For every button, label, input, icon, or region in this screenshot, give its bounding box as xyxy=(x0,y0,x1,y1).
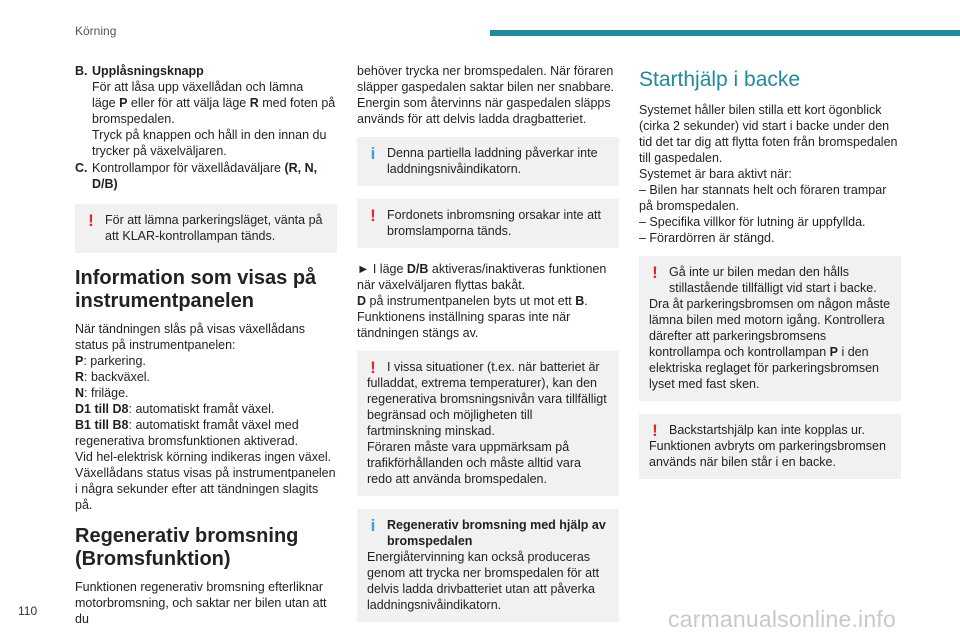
paragraph: Systemet är bara aktivt när: xyxy=(639,167,792,181)
condition-item: – Förardörren är stängd. xyxy=(639,231,775,245)
heading-instrument-panel: Information som visas på instrumentpanelen xyxy=(75,267,317,312)
paragraph: Funktionen regenerativ bromsning efterliknar motorbromsning, och saktar ner bilen utan att du xyxy=(75,580,327,626)
status-d1-d8: D1 till D8: automatiskt framåt växel. xyxy=(75,402,275,416)
list-value: Kontrollampor för växellådaväljare (R, N, D/B) xyxy=(92,161,318,191)
column-1 xyxy=(75,63,337,635)
column-2 xyxy=(357,63,619,635)
text-line: Tryck på knappen och håll in den innan du xyxy=(92,128,327,142)
paragraph: behöver trycka ner bromspedalen. När föraren släpper gaspedalen saktar bilen ner snabbare. Energin som återvinns när gaspedalen släpps används för att delvis ladda dragbatteriet. xyxy=(357,64,615,126)
warning-icon: ! xyxy=(652,421,658,440)
paragraph: ► I läge D/B aktiveras/inaktiveras funktionen när växelväljaren flyttas bakåt. xyxy=(357,262,607,292)
status-p: P: parkering. xyxy=(75,354,146,368)
heading-hill-start-assist: Starthjälp i backe xyxy=(639,68,801,91)
condition-list xyxy=(639,182,901,246)
text-line: läge P eller för att välja läge R med foten på xyxy=(92,96,336,110)
warning-icon: ! xyxy=(370,206,376,225)
status-r: R: backväxel. xyxy=(75,370,151,384)
list-key: B. xyxy=(75,64,88,78)
heading-regenerative-braking: Regenerativ bromsning (Bromsfunktion) xyxy=(75,525,299,570)
text-line: För att låsa upp växellådan och lämna xyxy=(92,80,304,94)
warning-text: Gå inte ur bilen medan den hålls stillastående tillfälligt vid start i backe. Dra åt parkeringsbromsen om någon måste lämna bilen med motorn igång. Kontrollera därefter att parkeringsbromsens kontrollampa och kontrollampan P i den elektriska reglaget för parkeringsbromsen lyset med fast sken. xyxy=(649,265,891,391)
arrow-icon: ► xyxy=(357,262,370,276)
paragraph: Funktionens inställning sparas inte när tändningen stängs av. xyxy=(357,310,571,340)
page-number: 110 xyxy=(18,604,38,618)
paragraph: Vid hel-elektrisk körning indikeras ingen växel. xyxy=(75,450,332,464)
warning-icon: ! xyxy=(652,263,658,282)
warning-text: För att lämna parkeringsläget, vänta på att KLAR-kontrollampan tänds. xyxy=(105,213,323,243)
list-item-b xyxy=(75,63,337,159)
list-item-c xyxy=(75,160,337,192)
warning-box xyxy=(75,204,337,253)
list-key: C. xyxy=(75,161,88,175)
warning-icon: ! xyxy=(88,211,94,230)
paragraph: Systemet håller bilen stilla ett kort ögonblick (cirka 2 sekunder) vid start i backe under den tid det tar dig att flytta foten från bromspedalen till gaspedalen. xyxy=(639,103,898,165)
item-title: Upplåsningsknapp xyxy=(92,64,204,78)
text-line: bromspedalen. xyxy=(92,112,175,126)
info-box xyxy=(357,137,619,186)
paragraph: När tändningen slås på visas växellådans status på instrumentpanelen: xyxy=(75,322,305,352)
paragraph: Växellådans status visas på instrumentpanelen i några sekunder efter att tändningen slagits på. xyxy=(75,466,336,512)
warning-icon: ! xyxy=(370,358,376,377)
info-icon: i xyxy=(370,516,376,535)
status-b1-b8: B1 till B8: automatiskt framåt växel med regenerativa bromsfunktionen aktiverad. xyxy=(75,418,299,448)
warning-box xyxy=(639,414,901,479)
header-accent-bar xyxy=(490,30,960,36)
info-box xyxy=(357,509,619,622)
condition-item: – Specifika villkor för lutning är uppfyllda. xyxy=(639,215,866,229)
list-value xyxy=(92,63,335,159)
watermark: carmanualsonline.info xyxy=(668,606,896,632)
info-text: Regenerativ bromsning med hjälp av bromspedalen Energiåtervinning kan också produceras genom att trycka ner bromspedalen för att delvis ladda drivbatteriet utan att påverka laddningsnivåindikatorn. xyxy=(367,518,606,612)
condition-item: – Bilen har stannats helt och föraren trampar på bromspedalen. xyxy=(639,183,887,213)
warning-text: Fordonets inbromsning orsakar inte att bromslamporna tänds. xyxy=(387,208,601,238)
warning-box xyxy=(639,256,901,401)
column-3 xyxy=(639,63,901,492)
warning-box xyxy=(357,351,619,496)
text-line: trycker på växelväljaren. xyxy=(92,144,227,158)
warning-text: I vissa situationer (t.ex. när batteriet är fulladdat, extrema temperaturer), kan den regenerativa bromsningsnivån vara tillfälligt begränsad och möjligheten till fartminskning minskad. Föraren måste vara uppmärksam på trafikförhållanden och måste alltid vara redo att använda bromspedalen. xyxy=(367,360,607,486)
info-icon: i xyxy=(370,144,376,163)
status-n: N: friläge. xyxy=(75,386,129,400)
paragraph: D på instrumentpanelen byts ut mot ett B. xyxy=(357,294,588,308)
info-text: Denna partiella laddning påverkar inte laddningsnivåindikatorn. xyxy=(387,146,598,176)
section-title: Körning xyxy=(75,24,117,38)
gear-status-list xyxy=(75,353,337,449)
warning-box xyxy=(357,199,619,248)
warning-text: Backstartshjälp kan inte kopplas ur. Funktionen avbryts om parkeringsbromsen används när bilen står i en backe. xyxy=(649,423,886,469)
